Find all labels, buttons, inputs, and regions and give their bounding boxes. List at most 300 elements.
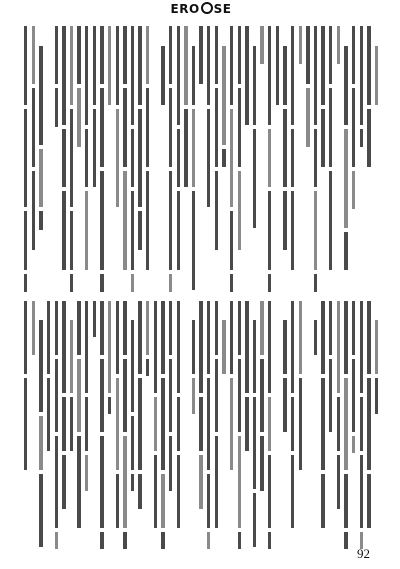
text-run: [123, 436, 126, 528]
text-run: [39, 416, 42, 470]
text-run: [146, 171, 149, 270]
text-run: [291, 26, 294, 125]
text-run: [70, 320, 73, 393]
text-run: [62, 129, 65, 187]
text-run: [253, 46, 256, 125]
text-run: [85, 301, 88, 393]
text-run: [62, 191, 65, 270]
text-run: [230, 378, 233, 470]
text-column: [45, 26, 52, 288]
text-column: [373, 301, 380, 545]
logo-text-left: ERO: [170, 2, 200, 16]
text-run: [306, 26, 309, 84]
text-run: [260, 26, 263, 64]
text-column: [274, 301, 281, 545]
text-run: [291, 397, 294, 451]
text-column: [121, 301, 128, 545]
text-run: [77, 88, 80, 146]
text-column: [136, 26, 143, 288]
text-column: [304, 301, 311, 545]
text-column: [53, 26, 60, 288]
text-run: [321, 109, 324, 167]
text-run: [207, 301, 210, 374]
text-run: [85, 26, 88, 125]
text-run: [238, 359, 241, 432]
text-run: [24, 26, 27, 105]
text-run: [100, 88, 103, 167]
text-column: [281, 26, 288, 288]
text-column: [373, 26, 380, 288]
text-run: [268, 455, 271, 528]
text-column: [312, 301, 319, 545]
text-run: [32, 301, 35, 355]
text-run: [123, 88, 126, 167]
text-run: [116, 109, 119, 208]
text-run: [131, 416, 134, 470]
text-column: [129, 301, 136, 545]
text-column: [98, 26, 105, 288]
text-run: [299, 301, 302, 374]
text-run: [138, 301, 141, 374]
text-run: [138, 378, 141, 470]
text-run: [55, 359, 58, 432]
text-column: [37, 26, 44, 288]
text-run: [70, 397, 73, 451]
text-run: [299, 378, 302, 470]
text-run: [215, 171, 218, 250]
text-column: [30, 301, 37, 545]
text-run: [24, 378, 27, 470]
text-run: [321, 378, 324, 470]
text-run: [100, 301, 103, 355]
text-run: [215, 359, 218, 432]
text-run: [161, 474, 164, 528]
text-column: [190, 26, 197, 288]
text-column: [22, 26, 29, 288]
text-run: [39, 149, 42, 207]
text-column: [167, 301, 174, 545]
text-run: [169, 274, 172, 292]
text-run: [337, 301, 340, 393]
text-column: [335, 26, 342, 288]
text-column: [182, 26, 189, 288]
text-run: [329, 301, 332, 355]
text-run: [116, 474, 119, 528]
text-run: [367, 378, 370, 470]
text-column: [251, 301, 258, 545]
text-run: [138, 474, 141, 510]
text-run: [85, 129, 88, 187]
text-column: [319, 301, 326, 545]
text-run: [367, 26, 370, 105]
text-column: [159, 26, 166, 288]
text-run: [260, 436, 263, 490]
text-column: [243, 26, 250, 288]
text-run: [238, 301, 241, 355]
text-run: [131, 274, 134, 292]
text-column: [121, 26, 128, 288]
text-run: [344, 378, 347, 470]
text-column: [129, 26, 136, 288]
text-column: [297, 26, 304, 288]
text-run: [199, 397, 202, 451]
text-run: [352, 436, 355, 453]
text-run: [138, 26, 141, 105]
text-column: [266, 26, 273, 288]
text-run: [70, 26, 73, 105]
text-run: [268, 274, 271, 292]
text-column: [350, 301, 357, 545]
text-column: [266, 301, 273, 545]
text-run: [154, 301, 157, 393]
text-run: [108, 26, 111, 105]
text-column: [304, 26, 311, 288]
text-run: [360, 455, 363, 528]
text-run: [161, 378, 164, 470]
text-column: [22, 301, 29, 545]
text-run: [70, 274, 73, 292]
text-run: [192, 320, 195, 374]
text-run: [360, 129, 363, 147]
text-run: [291, 191, 294, 270]
text-run: [375, 378, 378, 414]
text-column: [258, 26, 265, 288]
text-column: [236, 301, 243, 545]
text-run: [55, 88, 58, 126]
text-run: [123, 26, 126, 84]
page-number: 92: [357, 546, 370, 561]
text-run: [123, 532, 126, 549]
text-run: [93, 109, 96, 188]
text-run: [329, 171, 332, 270]
text-run: [146, 359, 149, 376]
text-run: [222, 320, 225, 374]
text-run: [215, 436, 218, 528]
text-run: [85, 397, 88, 451]
text-column: [175, 301, 182, 545]
text-run: [131, 191, 134, 270]
text-run: [314, 274, 317, 292]
text-run: [230, 211, 233, 269]
text-column: [327, 26, 334, 288]
text-run: [169, 171, 172, 270]
text-run: [169, 26, 172, 84]
text-run: [177, 397, 180, 451]
text-run: [367, 301, 370, 374]
text-run: [360, 301, 363, 393]
text-run: [283, 320, 286, 374]
text-run: [146, 26, 149, 84]
text-run: [230, 26, 233, 105]
text-run: [177, 455, 180, 528]
text-run: [32, 171, 35, 250]
text-run: [199, 455, 202, 509]
text-run: [253, 397, 256, 489]
text-run: [123, 359, 126, 432]
text-run: [314, 129, 317, 187]
text-run: [291, 301, 294, 393]
text-run: [344, 532, 347, 549]
text-column: [91, 26, 98, 288]
text-run: [138, 211, 141, 249]
text-column: [228, 301, 235, 545]
text-run: [192, 46, 195, 104]
text-run: [131, 26, 134, 125]
text-column: [205, 26, 212, 288]
text-run: [207, 532, 210, 549]
text-run: [314, 191, 317, 270]
text-run: [32, 88, 35, 167]
text-run: [238, 88, 241, 167]
text-run: [169, 301, 172, 355]
ero-se-logo: [170, 1, 232, 18]
logo-mark-icon: [201, 2, 213, 14]
text-run: [39, 46, 42, 145]
text-column: [144, 26, 151, 288]
text-column: [213, 26, 220, 288]
text-column: [98, 301, 105, 545]
logo-text-right: SE: [213, 2, 232, 16]
text-run: [62, 26, 65, 125]
text-column: [342, 301, 349, 545]
text-run: [177, 191, 180, 270]
text-run: [123, 301, 126, 355]
text-run: [215, 301, 218, 355]
text-run: [62, 397, 65, 451]
text-run: [314, 26, 317, 125]
text-run: [184, 26, 187, 105]
text-run: [268, 129, 271, 187]
text-run: [283, 378, 286, 432]
text-run: [360, 397, 363, 451]
text-run: [192, 378, 195, 414]
text-run: [55, 26, 58, 84]
text-column: [144, 301, 151, 545]
text-column: [68, 301, 75, 545]
text-column: [60, 26, 67, 288]
text-column: [213, 301, 220, 545]
text-run: [291, 455, 294, 528]
text-column: [197, 26, 204, 288]
text-run: [169, 88, 172, 167]
text-column: [75, 26, 82, 288]
text-column: [37, 301, 44, 545]
text-run: [283, 46, 286, 104]
text-column: [236, 26, 243, 288]
text-run: [108, 301, 111, 393]
text-run: [47, 301, 50, 374]
text-run: [344, 129, 347, 228]
text-run: [230, 301, 233, 374]
text-column: [358, 26, 365, 288]
text-column: [60, 301, 67, 545]
text-run: [184, 109, 187, 188]
text-run: [77, 301, 80, 355]
text-run: [123, 171, 126, 270]
text-run: [55, 436, 58, 528]
text-run: [154, 397, 157, 451]
text-run: [177, 301, 180, 393]
text-column: [297, 301, 304, 545]
text-column: [220, 26, 227, 288]
text-run: [177, 129, 180, 187]
text-run: [230, 274, 233, 292]
text-run: [238, 26, 241, 84]
text-run: [93, 26, 96, 105]
text-run: [291, 129, 294, 187]
text-run: [344, 232, 347, 270]
text-column: [136, 301, 143, 545]
text-run: [344, 46, 347, 125]
text-column: [335, 301, 342, 545]
text-run: [352, 26, 355, 84]
text-column: [190, 301, 197, 545]
text-run: [253, 320, 256, 393]
text-run: [268, 301, 271, 393]
text-column: [289, 301, 296, 545]
text-run: [207, 474, 210, 528]
text-run: [230, 109, 233, 208]
text-run: [24, 301, 27, 374]
text-column: [45, 301, 52, 545]
text-run: [367, 109, 370, 167]
text-run: [245, 397, 248, 451]
text-column: [30, 26, 37, 288]
text-run: [337, 455, 340, 509]
text-run: [344, 301, 347, 374]
text-run: [131, 320, 134, 412]
text-column: [228, 26, 235, 288]
text-run: [268, 26, 271, 125]
text-column: [106, 301, 113, 545]
text-run: [131, 474, 134, 491]
text-column: [220, 301, 227, 545]
text-run: [100, 359, 103, 432]
text-run: [161, 532, 164, 549]
text-run: [344, 474, 347, 528]
text-run: [207, 378, 210, 470]
text-column: [274, 26, 281, 288]
text-run: [177, 26, 180, 125]
text-column: [281, 301, 288, 545]
text-run: [138, 109, 141, 208]
text-run: [260, 359, 263, 432]
text-run: [260, 301, 263, 355]
bottom-text-block: [22, 301, 380, 545]
text-run: [70, 109, 73, 208]
text-run: [245, 301, 248, 393]
text-run: [192, 109, 195, 188]
text-run: [321, 26, 324, 105]
text-run: [169, 359, 172, 432]
text-column: [175, 26, 182, 288]
text-run: [268, 532, 271, 549]
text-run: [116, 26, 119, 105]
text-run: [24, 211, 27, 269]
text-run: [32, 26, 35, 84]
text-run: [352, 88, 355, 167]
text-run: [77, 436, 80, 528]
text-column: [312, 26, 319, 288]
top-text-block: [22, 26, 380, 288]
text-run: [276, 26, 279, 105]
text-run: [93, 301, 96, 337]
text-column: [358, 301, 365, 545]
text-run: [146, 88, 149, 167]
text-column: [91, 301, 98, 545]
text-run: [24, 109, 27, 208]
text-run: [222, 46, 225, 145]
text-run: [268, 191, 271, 270]
text-run: [352, 171, 355, 209]
text-run: [131, 129, 134, 187]
text-run: [77, 26, 80, 84]
text-run: [337, 397, 340, 451]
text-column: [243, 301, 250, 545]
text-run: [116, 378, 119, 470]
text-column: [365, 26, 372, 288]
text-column: [114, 26, 121, 288]
text-run: [207, 26, 210, 105]
text-column: [258, 301, 265, 545]
text-column: [327, 301, 334, 545]
text-run: [375, 46, 378, 104]
text-run: [55, 532, 58, 549]
text-run: [146, 301, 149, 355]
text-run: [39, 474, 42, 547]
text-column: [114, 301, 121, 545]
text-run: [116, 301, 119, 374]
text-run: [24, 274, 27, 292]
text-run: [238, 171, 241, 250]
text-run: [161, 46, 164, 104]
text-column: [319, 26, 326, 288]
text-column: [197, 301, 204, 545]
text-run: [321, 301, 324, 374]
text-column: [152, 26, 159, 288]
text-run: [108, 397, 111, 414]
text-column: [68, 26, 75, 288]
text-run: [238, 436, 241, 528]
text-run: [85, 191, 88, 270]
text-run: [199, 26, 202, 84]
text-run: [207, 109, 210, 208]
text-run: [100, 274, 103, 292]
text-column: [159, 301, 166, 545]
text-run: [100, 532, 103, 549]
text-run: [283, 191, 286, 249]
text-run: [39, 320, 42, 412]
text-run: [375, 320, 378, 374]
text-run: [360, 26, 363, 125]
text-run: [192, 191, 195, 290]
text-run: [85, 455, 88, 491]
text-run: [367, 474, 370, 528]
text-run: [245, 26, 248, 125]
text-run: [199, 301, 202, 393]
text-run: [329, 88, 332, 167]
text-column: [106, 26, 113, 288]
text-run: [337, 26, 340, 64]
text-run: [314, 320, 317, 356]
text-run: [215, 26, 218, 84]
text-run: [238, 532, 241, 549]
text-column: [251, 26, 258, 288]
text-run: [352, 301, 355, 355]
text-run: [100, 26, 103, 84]
text-run: [299, 26, 302, 64]
text-column: [350, 26, 357, 288]
